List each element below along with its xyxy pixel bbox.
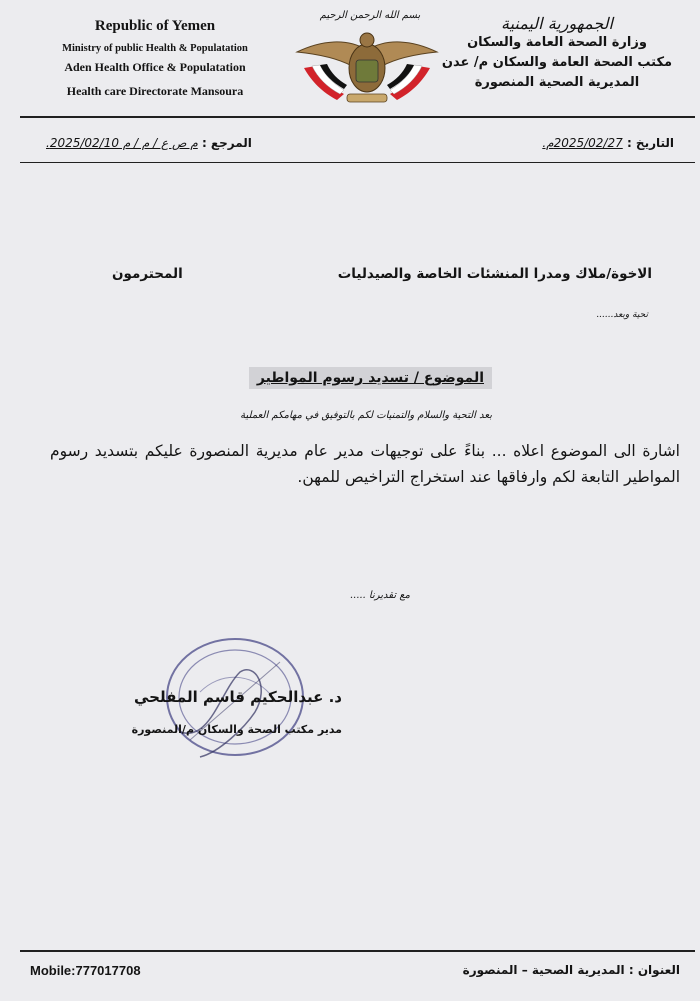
header-en-line3: Aden Health Office & Populatation (64, 60, 246, 74)
date-field (542, 136, 674, 150)
basmala-text: بسم الله الرحمن الرحيم (319, 10, 421, 21)
reference-field (46, 136, 252, 150)
header-en-line1: Republic of Yemen (94, 18, 216, 34)
reference-value: م ص ع / م / م 2025/02/10. (46, 136, 198, 150)
body-paragraph: اشارة الى الموضوع اعلاه ... بناءً على توجيهات مدير عام مديرية المنصورة عليكم بتسديد رسوم المواطير التابعة لكم وارفاقها عند استخراج التراخيص للمهن. (50, 442, 680, 486)
header-arabic (432, 14, 682, 90)
header-ar-line1: وزارة الصحة العامة والسكان (467, 35, 647, 50)
header-ar-line2: مكتب الصحة العامة والسكان م/ عدن (441, 55, 673, 70)
reference-label: المرجع : (201, 136, 252, 150)
date-label: التاريخ : (626, 136, 674, 150)
footer-mobile: Mobile:777017708 (30, 963, 141, 978)
subject-line: الموضوع / تسديد رسوم المواطير (249, 367, 492, 389)
signatory-name: د. عبدالحكيم قاسم المفلحي (134, 688, 342, 706)
date-value: 2025/02/27م. (542, 136, 623, 150)
closing-line: مع تقديرنا ..... (349, 590, 410, 601)
footer-divider (20, 950, 695, 952)
signatory-title: مدير مكتب الصحة والسكان م/المنصورة (131, 723, 342, 736)
header-ar-line3: المديرية الصحية المنصورة (474, 75, 640, 90)
addressee: الاخوة/ملاك ومدرا المنشئات الخاصة والصيدليات (337, 266, 652, 282)
header-en-line2: Ministry of public Health & Populatation (62, 43, 248, 54)
header-ar-line0: الجمهورية اليمنية (500, 14, 613, 33)
yemen-emblem-icon (292, 10, 442, 110)
honorific: المحترمون (112, 266, 183, 282)
meta-divider (20, 162, 695, 163)
opening-line: بعد التحية والسلام والتمنيات لكم بالتوفيق في مهامكم العملية (240, 410, 492, 421)
header-english (30, 18, 280, 99)
footer-address: العنوان : المديرية الصحية – المنصورة (462, 963, 680, 977)
header-en-line4: Health care Directorate Mansoura (66, 84, 244, 98)
header-divider (20, 116, 695, 118)
greeting: تحية وبعد...... (596, 310, 648, 320)
